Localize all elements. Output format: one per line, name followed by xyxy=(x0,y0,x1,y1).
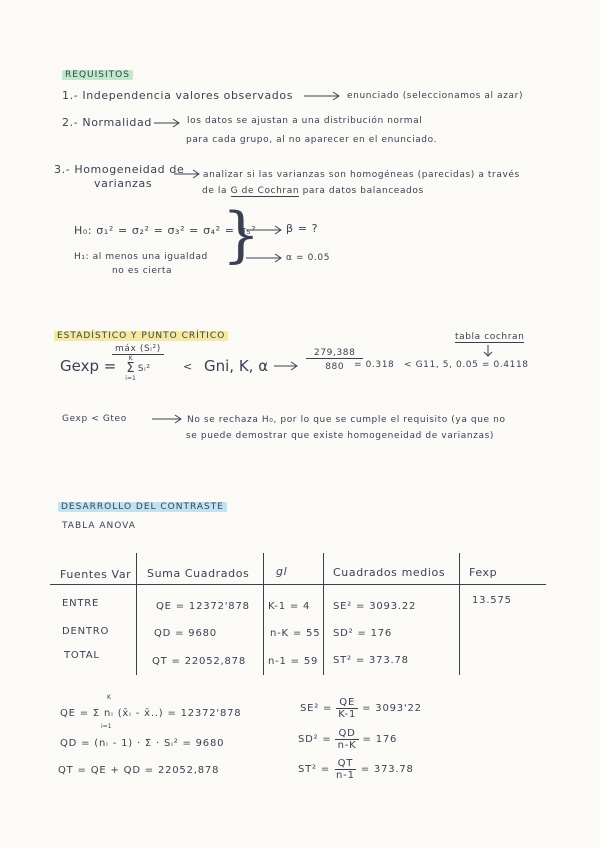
row-total-suma: QT = 22052,878 xyxy=(152,656,246,667)
tabla-cochran-note: tabla cochran xyxy=(455,332,525,342)
cochran-link: G de Cochran xyxy=(230,186,300,196)
section-estadistico: ESTADÍSTICO Y PUNTO CRÍTICO xyxy=(54,323,228,342)
qe-sum-bottom: i=1 xyxy=(101,723,112,730)
brace-icon: } xyxy=(222,200,261,270)
header-cm: Cuadrados medios xyxy=(333,566,446,579)
row-total-fuente: TOTAL xyxy=(64,650,100,661)
lt-sign: < xyxy=(183,360,193,373)
formula-qt: QT = QE + QD = 22052,878 xyxy=(58,765,220,776)
table-header-rule xyxy=(50,584,546,585)
table-col-rule xyxy=(136,553,137,675)
arrow-icon xyxy=(272,360,300,372)
req3-line1: analizar si las varianzas son homogéneas (parecidas) a través xyxy=(203,170,520,180)
arrow-icon xyxy=(244,252,284,264)
req2-line2: para cada grupo, al no aparecer en el enunciado. xyxy=(186,135,438,145)
table-col-rule xyxy=(323,553,324,675)
tabla-anova-title: TABLA ANOVA xyxy=(62,521,136,531)
req2-label: 2.- Normalidad xyxy=(62,116,152,129)
formula-qd: QD = (nᵢ - 1) · Σ · Sᵢ² = 9680 xyxy=(60,738,225,749)
header-suma: Suma Cuadrados xyxy=(147,567,250,580)
arrow-icon xyxy=(152,117,182,129)
conclusion-left: Gexp < Gteo xyxy=(62,414,127,424)
table-col-rule xyxy=(459,553,460,675)
qe-sum-top: K xyxy=(107,694,111,701)
row-dentro-cm: SD² = 176 xyxy=(333,628,393,639)
req1-label: 1.- Independencia valores observados xyxy=(62,89,294,102)
arrow-icon xyxy=(244,224,284,236)
arrow-down-icon xyxy=(482,344,494,358)
gcrit-label: Gni, K, α xyxy=(204,357,269,375)
arrow-icon xyxy=(302,90,342,102)
section-desarrollo: DESARROLLO DEL CONTRASTE xyxy=(58,494,227,513)
header-fexp: Fexp xyxy=(469,566,498,579)
alpha: α = 0.05 xyxy=(286,253,331,263)
row-entre-suma: QE = 12372'878 xyxy=(156,601,250,612)
formula-se: SE² = $\frac{QE}{K-1}$ = 3093'22 xyxy=(300,697,422,720)
arrow-icon xyxy=(172,168,202,180)
req3-line2: de la G de Cochran para datos balanceados xyxy=(202,186,424,196)
h0: H₀: σ₁² = σ₂² = σ₃² = σ₄² = σ₅² xyxy=(74,224,257,237)
row-entre-gl: K-1 = 4 xyxy=(268,601,311,612)
row-total-gl: n-1 = 59 xyxy=(268,656,319,667)
gexp-numerator: máx (Sᵢ²) xyxy=(112,344,164,355)
conclusion-line1: No se rechaza H₀, por lo que se cumple el requisito (ya que no xyxy=(187,415,506,425)
gexp-label: Gexp = xyxy=(60,357,117,375)
row-total-cm: ST² = 373.78 xyxy=(333,655,409,666)
row-entre-cm: SE² = 3093.22 xyxy=(333,601,417,612)
row-dentro-gl: n-K = 55 xyxy=(270,628,321,639)
formula-qe: QE = Σ nᵢ (x̄ᵢ - x̄..) = 12372'878 xyxy=(60,708,242,719)
gexp-fraction: máx (Sᵢ²) K Σ i=1 Sᵢ² xyxy=(112,344,164,382)
header-gl: gl xyxy=(276,565,288,578)
req1-result: enunciado (seleccionamos al azar) xyxy=(347,91,524,101)
row-entre-fuente: ENTRE xyxy=(62,598,100,609)
row-dentro-suma: QD = 9680 xyxy=(154,628,217,639)
stat-frac-num: 279,388 xyxy=(306,348,363,359)
row-dentro-fuente: DENTRO xyxy=(62,626,110,637)
section-requisitos: REQUISITOS xyxy=(62,62,133,81)
h1-line2: no es cierta xyxy=(112,266,173,276)
header-fuentes: Fuentes Var xyxy=(60,568,132,581)
table-col-rule xyxy=(263,553,264,675)
row-entre-f: 13.575 xyxy=(472,595,512,606)
stat-frac-den: 880 xyxy=(325,362,345,372)
formula-sd: SD² = $\frac{QD}{n-K}$ = 176 xyxy=(298,728,398,751)
beta: β = ? xyxy=(286,222,319,235)
req3-label-2: varianzas xyxy=(94,177,153,190)
formula-st: ST² = $\frac{QT}{n-1}$ = 373.78 xyxy=(298,758,414,781)
req3-label-1: 3.- Homogeneidad de xyxy=(54,163,185,176)
conclusion-line2: se puede demostrar que existe homogeneidad de varianzas) xyxy=(186,431,494,441)
h1-line1: H₁: al menos una igualdad xyxy=(74,252,208,262)
stat-value: = 0.318 xyxy=(354,360,395,370)
gcrit-value: < G11, 5, 0.05 = 0.4118 xyxy=(404,360,529,370)
req2-line1: los datos se ajustan a una distribución normal xyxy=(187,116,423,126)
arrow-icon xyxy=(150,413,184,425)
